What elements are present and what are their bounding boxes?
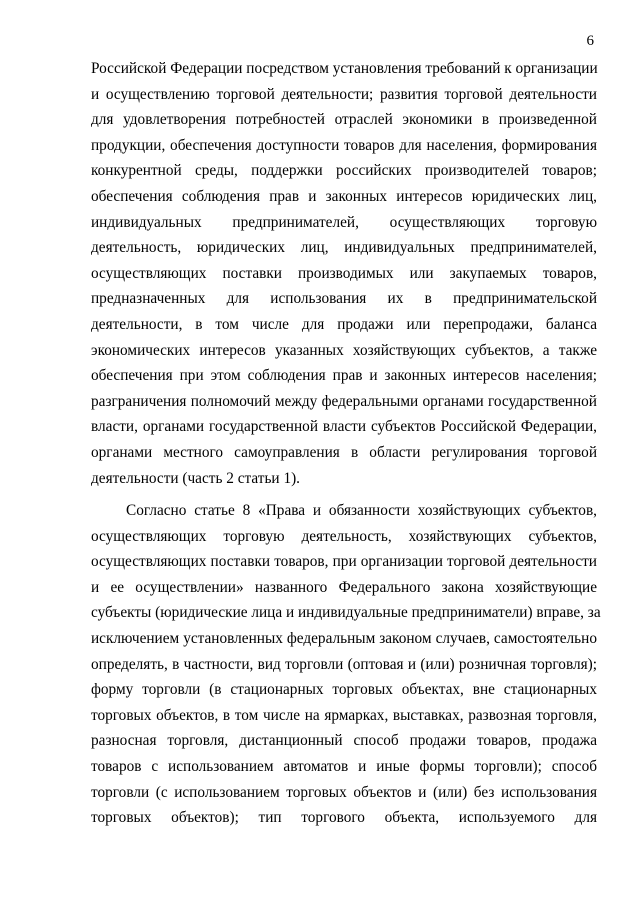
text-line: осуществляющих поставки производимых или закупаемых товаров, — [91, 264, 597, 282]
text-line: осуществляющих торговую деятельность, хозяйствующих субъектов, — [91, 527, 597, 545]
text-line: торговых объектов, в том числе на ярмарках, выставках, развозная торговля, — [91, 706, 597, 724]
text-line: конкурентной среды, поддержки российских производителей товаров; — [91, 162, 597, 180]
text-line: деятельности (часть 2 статьи 1). — [91, 469, 301, 487]
text-line: торговых объектов); тип торгового объекта, используемого для — [91, 809, 597, 827]
text-line: для удовлетворения потребностей отраслей экономики в произведенной — [91, 111, 597, 129]
text-line: Российской Федерации посредством установления требований к организации — [91, 60, 598, 77]
text-line: экономических интересов указанных хозяйствующих субъектов, а также — [91, 341, 597, 359]
page-number: 6 — [586, 33, 594, 49]
text-line: обеспечения соблюдения прав и законных интересов юридических лиц, — [91, 187, 597, 205]
paragraph-2 — [91, 498, 601, 831]
text-line: торговли (с использованием торговых объектов и (или) без использования — [91, 783, 597, 801]
text-line: Согласно статье 8 «Права и обязанности хозяйствующих субъектов, — [126, 502, 597, 519]
text-line: разносная торговля, дистанционный способ продажи товаров, продажа — [91, 732, 597, 750]
text-line: органами местного самоуправления в области регулирования торговой — [91, 443, 597, 461]
text-line: осуществляющих поставки товаров, при организации торговой деятельности — [91, 553, 597, 571]
text-line: деятельности, в том числе для продажи или перепродажи, баланса — [91, 315, 597, 333]
text-line: товаров с использованием автоматов и иные формы торговли); способ — [91, 757, 597, 775]
text-line: деятельность, юридических лиц, индивидуальных предпринимателей, — [91, 239, 597, 257]
text-line: определять, в частности, вид торговли (оптовая и (или) розничная торговля); — [91, 655, 597, 673]
text-line: продукции, обеспечения доступности товаров для населения, формирования — [91, 136, 597, 154]
text-line: индивидуальных предпринимателей, осуществляющих торговую — [91, 213, 597, 231]
text-line: обеспечения при этом соблюдения прав и законных интересов населения; — [91, 367, 597, 385]
text-line: и осуществлению торговой деятельности; развития торговой деятельности — [91, 85, 597, 103]
text-line: форму торговли (в стационарных торговых объектах, вне стационарных — [91, 681, 597, 699]
text-line: предназначенных для использования их в предпринимательской — [91, 290, 597, 308]
text-line: разграничения полномочий между федеральными органами государственной — [91, 392, 597, 410]
text-line: субъекты (юридические лица и индивидуальные предприниматели) вправе, за — [91, 604, 601, 622]
text-line: исключением установленных федеральным законом случаев, самостоятельно — [91, 629, 597, 647]
paragraph-1 — [91, 56, 597, 491]
text-line: и ее осуществлении» названного Федерального закона хозяйствующие — [91, 578, 597, 596]
text-line: власти, органами государственной власти субъектов Российской Федерации, — [91, 418, 597, 436]
